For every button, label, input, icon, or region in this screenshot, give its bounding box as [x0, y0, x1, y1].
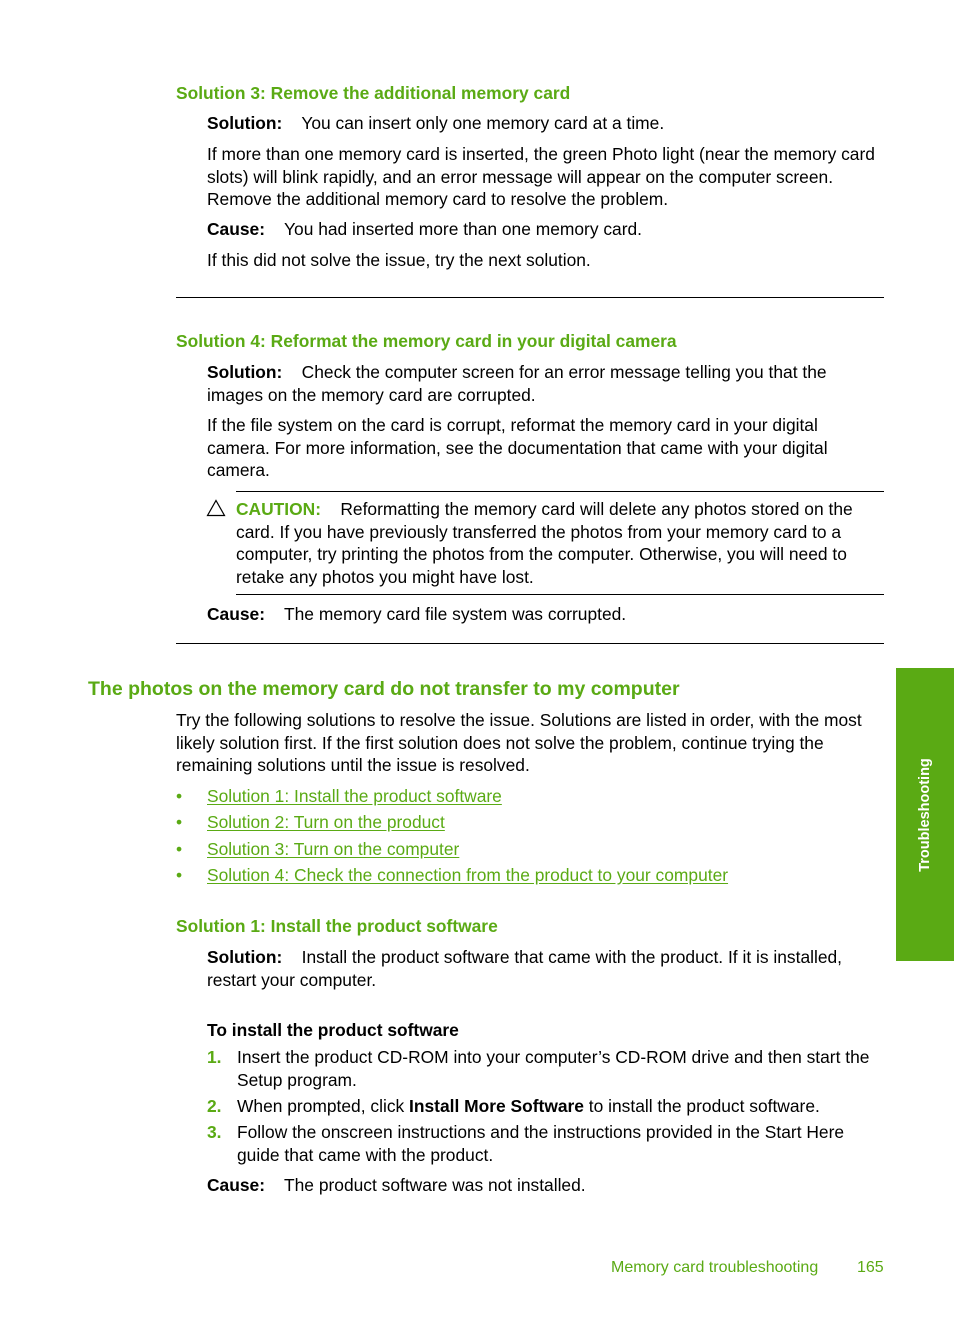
heading-solution-3-remove-card: Solution 3: Remove the additional memory card — [176, 83, 571, 103]
heading-solution-1-install: Solution 1: Install the product software — [176, 916, 498, 936]
solution-text: You can insert only one memory card at a time. — [301, 113, 665, 133]
cause-text: You had inserted more than one memory card. — [284, 219, 643, 239]
link-solution-1[interactable]: Solution 1: Install the product software — [207, 786, 502, 806]
solution-label: Solution: — [207, 362, 283, 382]
solution-label: Solution: — [207, 947, 283, 967]
divider — [176, 643, 884, 644]
step-text: Insert the product CD-ROM into your computer’s CD-ROM drive and then start the Setup program. — [237, 1047, 870, 1090]
cause-label: Cause: — [207, 219, 265, 239]
cause-text: The memory card file system was corrupted. — [284, 604, 627, 624]
divider — [176, 297, 884, 298]
solution-text: Install the product software that came with the product. If it is installed, restart your computer. — [207, 947, 843, 990]
bullet: • — [176, 812, 183, 832]
cause-label: Cause: — [207, 604, 265, 624]
bullet: • — [176, 839, 183, 859]
caution-top-rule — [236, 491, 884, 492]
heading-solution-4-reformat: Solution 4: Reformat the memory card in your digital camera — [176, 331, 677, 351]
caution-triangle-icon — [206, 499, 226, 517]
page-number: 165 — [857, 1259, 884, 1276]
link-solution-3[interactable]: Solution 3: Turn on the computer — [207, 839, 460, 859]
step-text-post: to install the product software. — [583, 1096, 820, 1116]
next-solution-note: If this did not solve the issue, try the next solution. — [207, 250, 591, 270]
step-number: 1. — [207, 1047, 222, 1067]
cause-text: The product software was not installed. — [284, 1175, 586, 1195]
solution-line — [207, 112, 887, 135]
step-text-pre: When prompted, click — [237, 1096, 410, 1116]
link-solution-2[interactable]: Solution 2: Turn on the product — [207, 812, 445, 832]
solution-line — [207, 946, 887, 991]
cause-label: Cause: — [207, 1175, 265, 1195]
footer-section-name: Memory card troubleshooting — [611, 1259, 819, 1276]
solution-line — [207, 361, 879, 406]
cause-line — [207, 218, 887, 241]
bullet: • — [176, 786, 183, 806]
caution-bottom-rule — [236, 594, 884, 595]
step-text — [237, 1095, 887, 1118]
step-number: 3. — [207, 1122, 222, 1142]
caution-text: Reformatting the memory card will delete any photos stored on the card. If you have previously transferred the photos from your memory card to a computer, try printing the photos from the computer. Otherwise, you will need to retake any photos you might have lost. — [236, 499, 853, 587]
link-solution-4[interactable]: Solution 4: Check the connection from the product to your computer — [207, 865, 729, 885]
troubleshooting-side-tab — [896, 668, 954, 961]
paragraph: If the file system on the card is corrupt, reformat the memory card in your digital camera. For more information, see the documentation that came with your digital camera. — [207, 415, 828, 480]
step-text: Follow the onscreen instructions and the instructions provided in the Start Here guide that came with the product. — [237, 1122, 845, 1165]
bullet: • — [176, 865, 183, 885]
heading-photos-do-not-transfer: The photos on the memory card do not transfer to my computer — [88, 678, 680, 700]
side-tab-label: Troubleshooting — [916, 757, 933, 872]
paragraph: If more than one memory card is inserted, the green Photo light (near the memory card slots) will blink rapidly, and an error message will appear on the computer screen. Remove the additional memory card to resolve the problem. — [207, 144, 875, 209]
solution-text: Check the computer screen for an error message telling you that the images on the memory card are corrupted. — [207, 362, 827, 405]
cause-line — [207, 1174, 887, 1197]
caution-note — [236, 498, 888, 588]
intro-paragraph: Try the following solutions to resolve the issue. Solutions are listed in order, with the most likely solution first. If the first solution does not solve the problem, continue trying the remaining solutions until the issue is resolved. — [176, 710, 862, 775]
cause-line — [207, 603, 887, 626]
procedure-title: To install the product software — [207, 1020, 459, 1040]
caution-label: CAUTION: — [236, 499, 322, 519]
solution-label: Solution: — [207, 113, 283, 133]
step-number: 2. — [207, 1096, 222, 1116]
install-more-software-label: Install More Software — [409, 1096, 584, 1116]
